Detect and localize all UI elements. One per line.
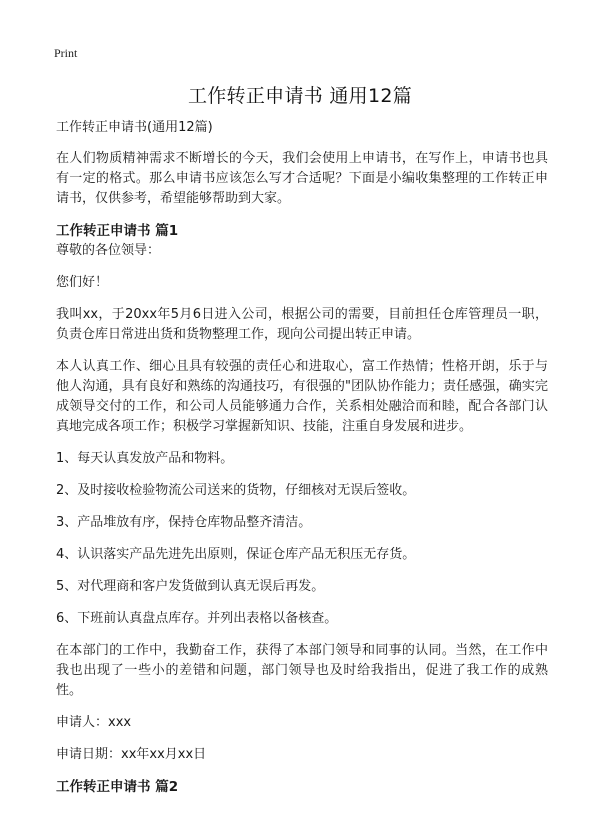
list-item: 4、认识落实产品先进先出原则，保证仓库产品无积压无存货。 xyxy=(56,547,416,562)
body-paragraph-1: 我叫xx，于20xx年5月6日进入公司，根据公司的需要，目前担任仓库管理员一职，负责仓库日常进出货和货物整理工作，现向公司提出转正申请。 xyxy=(56,307,548,342)
body-paragraph-2: 本人认真工作、细心且具有较强的责任心和进取心，富工作热情；性格开朗，乐于与他人沟通，具有良好和熟练的沟通技巧，有很强的"团队协作能力；责任感强，确实完成领导交付的工作，和公司人员能够通力合作，关系相处融洽而和睦，配合各部门认真地完成各项工作；积极学习掌握新知识、技能，注重自身发展和进步。 xyxy=(56,359,548,434)
list-item: 2、及时接收检验物流公司送来的货物，仔细核对无误后签收。 xyxy=(56,483,416,498)
page-title: 工作转正申请书 通用12篇 xyxy=(187,85,413,107)
date-line: 申请日期：xx年xx月xx日 xyxy=(56,747,207,762)
intro-paragraph: 在人们物质精神需求不断增长的今天，我们会使用上申请书，在写作上，申请书也具有一定的格式。那么申请书应该怎么写才合适呢？下面是小编收集整理的工作转正申请书，仅供参考，希望能够帮助到大家。 xyxy=(56,151,548,206)
list-item: 3、产品堆放有序，保持仓库物品整齐清洁。 xyxy=(56,515,312,530)
greeting: 您们好！ xyxy=(56,275,109,290)
document-body xyxy=(56,118,548,797)
section-1 xyxy=(56,221,548,765)
body-paragraph-3: 在本部门的工作中，我勤奋工作，获得了本部门领导和同事的认同。当然，在工作中我也出现了一些小的差错和问题，部门领导也及时给我指出，促进了我工作的成熟性。 xyxy=(56,643,548,698)
section-2 xyxy=(56,777,548,797)
print-link[interactable]: Print xyxy=(54,46,78,60)
list-item: 1、每天认真发放产品和物料。 xyxy=(56,451,234,466)
section-heading-1: 工作转正申请书 篇1 xyxy=(56,223,179,239)
salutation: 尊敬的各位领导： xyxy=(56,243,161,258)
applicant-line: 申请人：xxx xyxy=(56,715,132,730)
list-item: 5、对代理商和客户发货做到认真无误后再发。 xyxy=(56,579,325,594)
list-item: 6、下班前认真盘点库存。并列出表格以备核查。 xyxy=(56,611,338,626)
section-heading-2: 工作转正申请书 篇2 xyxy=(56,779,179,795)
document-subtitle: 工作转正申请书(通用12篇) xyxy=(56,120,213,135)
duty-list xyxy=(56,449,548,629)
